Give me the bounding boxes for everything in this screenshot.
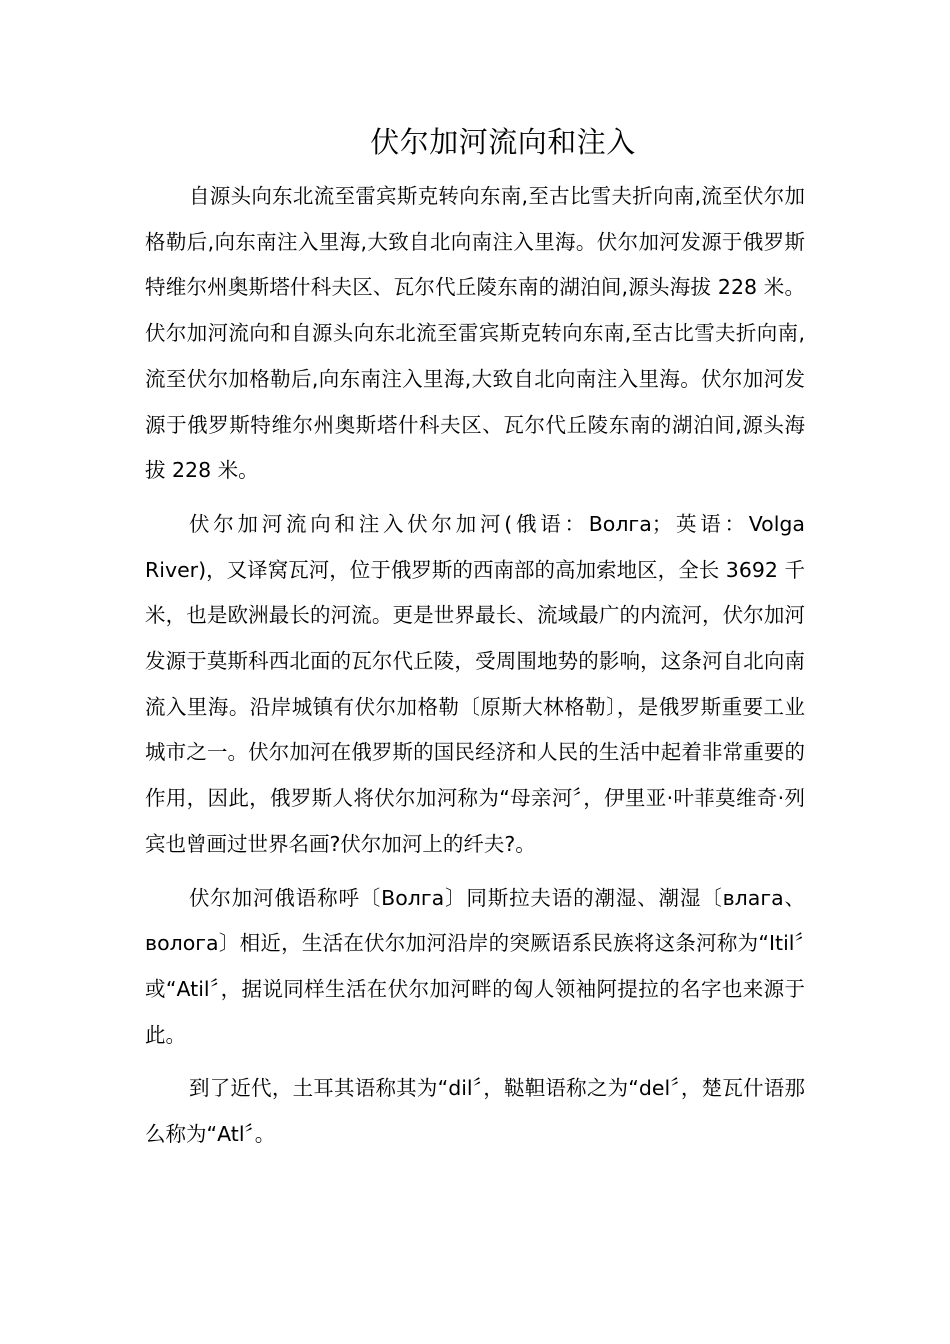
- paragraph-modern-names: 到了近代，土耳其语称其为“dil〞，鞑靼语称之为“del〞，楚瓦什语那么称为“Atl〞。: [145, 1076, 805, 1147]
- document-body: [145, 118, 805, 1166]
- document-title: 伏尔加河流向和注入: [370, 125, 636, 159]
- paragraph-river-overview: 伏尔加河流向和注入伏尔加河(俄语：Волга；英语：Volga River)，又译窝瓦河，位于俄罗斯的西南部的高加索地区，全长 3692 千米，也是欧洲最长的河流。更是世界最长、流域最广的内流河，伏尔加河发源于莫斯科西北面的瓦尔代丘陵，受周围地势的影响，这条河自北向南流入里海。沿岸城镇有伏尔加格勒〔原斯大林格勒〕，是俄罗斯重要工业城市之一。伏尔加河在俄罗斯的国民经济和人民的生活中起着非常重要的作用，因此，俄罗斯人将伏尔加河称为“母亲河〞，伊里亚·叶菲莫维奇·列宾也曾画过世界名画?伏尔加河上的纤夫?。: [145, 511, 805, 856]
- paragraph-name-origin: 伏尔加河俄语称呼〔Волга〕同斯拉夫语的潮湿、潮湿〔влага、вологa〕相近，生活在伏尔加河沿岸的突厥语系民族将这条河称为“Itil〞或“Atil〞，据说同样生活在伏尔加河畔的匈人领袖阿提拉的名字也来源于此。: [145, 885, 805, 1047]
- paragraph-source-and-course: 自源头向东北流至雷宾斯克转向东南,至古比雪夫折向南,流至伏尔加格勒后,向东南注入里海,大致自北向南注入里海。伏尔加河发源于俄罗斯特维尔州奥斯塔什科夫区、瓦尔代丘陵东南的湖泊间,源头海拔 228 米。伏尔加河流向和自源头向东北流至雷宾斯克转向东南,至古比雪夫折向南,流至伏尔加格勒后,向东南注入里海,大致自北向南注入里海。伏尔加河发源于俄罗斯特维尔州奥斯塔什科夫区、瓦尔代丘陵东南的湖泊间,源头海拔 228 米。: [145, 184, 805, 483]
